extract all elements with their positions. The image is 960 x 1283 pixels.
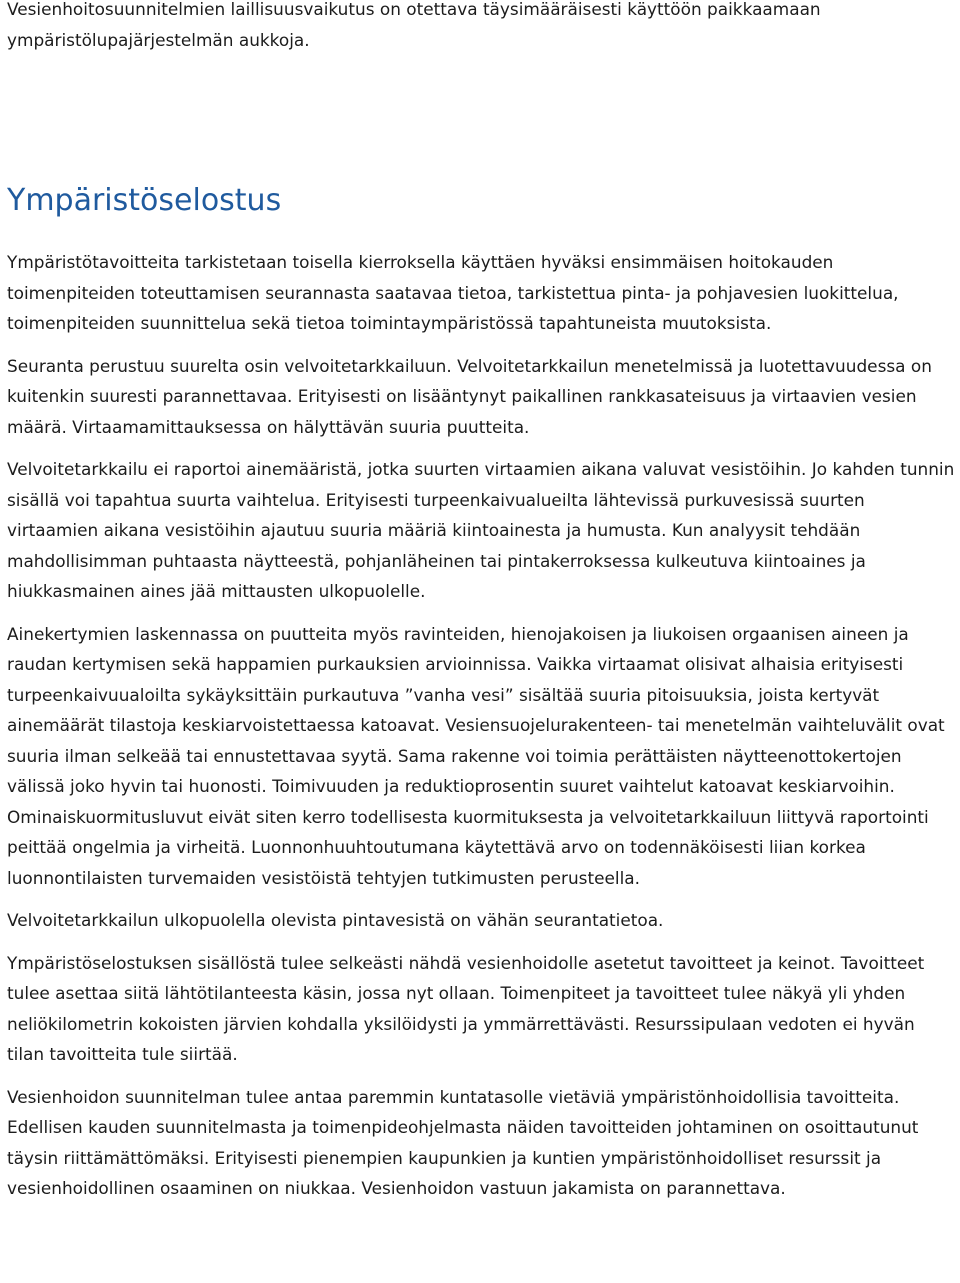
section-heading: Ympäristöselostus: [7, 183, 282, 218]
paragraph-monitoring: Seuranta perustuu suurelta osin velvoitetarkkailuun. Velvoitetarkkailun menetelmissä ja luotettavuudessa on kuitenkin suuresti parannettavaa. Erityisesti on lisääntynyt paikallinen rankkasateisuus ja virtaavien vesien määrä. Virtaamamittauksessa on hälyttävän suuria puutteita.: [7, 355, 932, 437]
paragraph-load-calculation: Ainekertymien laskennassa on puutteita myös ravinteiden, hienojakoisen ja liukoisen orgaanisen aineen ja raudan kertymisen sekä happamien purkauksien arvioinnissa. Vaikka virtaamat olisivat alhaisia erityisesti turpeenkaivuualoilta sykäyksittäin purkautuva ”vanha vesi” sisältää suuria pitoisuuksia, joista kertyvät ainemäärät tilastoja keskiarvoistettaessa katoavat. Vesiensuojelurakenteen- tai menetelmän vaihteluvälit ovat suuria ilman selkeää tai ennustettavaa syytä. Sama rakenne voi toimia perättäisten näytteenottokertojen välissä joko hyvin tai huonosti. Toimivuuden ja reduktioprosentin suuret vaihtelut katoavat keskiarvoihin. Ominaiskuormitusluvut eivät siten kerro todellisesta kuormituksesta ja velvoitetarkkailuun liittyvä raportointi peittää ongelmia ja virheitä. Luonnonhuuhtoutumana käytettävä arvo on todennäköisesti liian korkea luonnontilaisten turvemaiden vesistöistä tehtyjen tutkimusten perusteella.: [7, 623, 945, 888]
paragraph-reporting-gaps: Velvoitetarkkailu ei raportoi ainemääristä, jotka suurten virtaamien aikana valuvat vesistöihin. Jo kahden tunnin sisällä voi tapahtua suurta vaihtelua. Erityisesti turpeenkaivualueilta lähtevissä purkuvesissä suurten virtaamien aikana vesistöihin ajautuu suuria määriä kiintoainesta ja humusta. Kun analyysit tehdään mahdollisimman puhtaasta näytteestä, pohjanläheinen tai pintakerroksessa kulkeutuva kiintoaines ja hiukkasmainen aines jää mittausten ulkopuolelle.: [7, 459, 955, 601]
paragraph-environmental-report-content: Ympäristöselostuksen sisällöstä tulee selkeästi nähdä vesienhoidolle asetetut tavoitteet ja keinot. Tavoitteet tulee asettaa siitä lähtötilanteesta käsin, jossa nyt ollaan. Toimenpiteet ja tavoitteet tulee näkyä yli yhden neliökilometrin kokoisten järvien kohdalla yksilöidysti ja ymmärrettävästi. Resurssipulaan vedoten ei hyvän tilan tavoitteita tule siirtää.: [7, 952, 925, 1064]
section-heading-wrapper: [7, 55, 957, 247]
paragraph-municipal-targets: Vesienhoidon suunnitelman tulee antaa paremmin kuntatasolle vietäviä ympäristönhoidollisia tavoitteita. Edellisen kauden suunnitelmasta ja toimenpideohjelmasta näiden tavoitteiden johtaminen on osoittautunut täysin riittämättömäksi. Erityisesti pienempien kaupunkien ja kuntien ympäristönhoidolliset resurssit ja vesienhoidollinen osaaminen on niukkaa. Vesienhoidon vastuun jakamista on parannettava.: [7, 1086, 919, 1198]
paragraph-targets-review: Ympäristötavoitteita tarkistetaan toisella kierroksella käyttäen hyväksi ensimmäisen hoitokauden toimenpiteiden toteuttamisen seurannasta saatavaa tietoa, tarkistettua pinta- ja pohjavesien luokittelua, toimenpiteiden suunnittelua sekä tietoa toimintaympäristössä tapahtuneista muutoksista.: [7, 252, 899, 333]
intro-paragraph: Vesienhoitosuunnitelmien laillisuusvaikutus on otettava täysimääräisesti käyttöön paikkaamaan ympäristölupajärjestelmän aukkoja.: [7, 0, 821, 50]
paragraph-surface-water-data: Velvoitetarkkailun ulkopuolella olevista pintavesistä on vähän seurantatietoa.: [7, 910, 664, 930]
document-page: [7, 0, 957, 1204]
